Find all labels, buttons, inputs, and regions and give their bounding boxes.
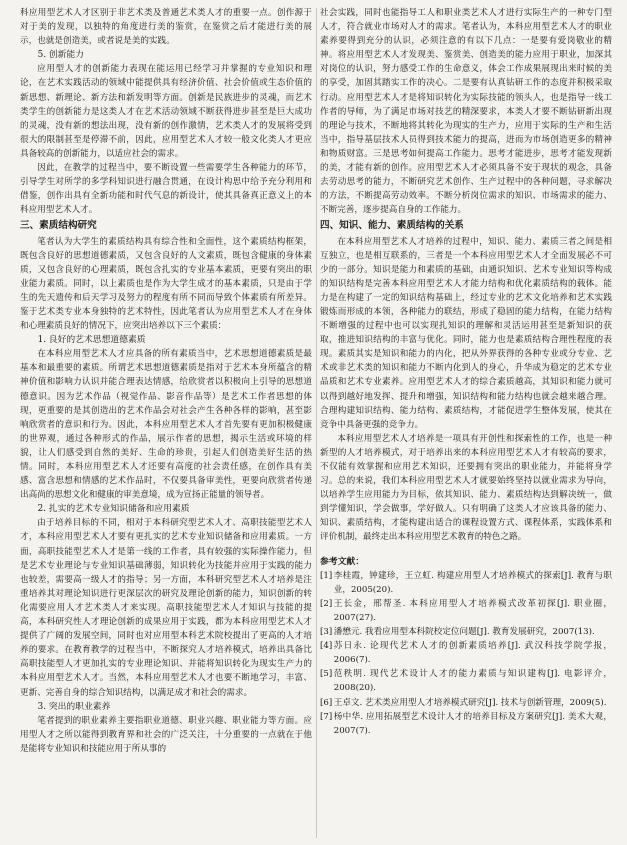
subsection-heading: 5. 创新能力 [37, 50, 84, 61]
reference-item: [7] 杨中华. 应用拓展型艺术设计人才的培养目标及方案研究[J]. 美术大观，2007(7). [320, 711, 612, 736]
paragraph: 在本科应用型艺术人才应具备的所有素质当中，艺术思想道德素质是最基本和最重要的素质。所谓艺术思想道德素质是指对于艺术本身所蕴含的精神价值和影响力认识并能合理表达情感，给欣赏者以积极向上引导的思想道德意识。因为艺术作品（视觉作品、影音作品等）是艺术工作者思想的体现，更重要的是其创造出的艺术作品会对社会产生各种各样的影响，甚至影响欣赏者的意识和行为。因此，本科应用型艺术人才首先要有更加积极健康的世界观，通过各种形式的作品，展示作者的思想，揭示生活或环境的样貌，让人们感受到自然的美好、生命的珍贵，引起人们创造美好生活的热情。同时，本科应用型艺术人才还要有高度的社会责任感，在创作具有美感、富含思想和情感的艺术作品时，不仅要具备审美性，更要向欣赏者传递出高尚的思想文化和健康的审美意境，成为宣扬正能量的领导者。 [20, 349, 312, 501]
paragraph: 由于培养目标的不同，相对于本科研究型艺术人才、高职技能型艺术人才，本科应用型艺术人才要有更扎实的艺术专业知识储备和应用素质。一方面，高职技能型艺术人才是第一线的工作者，具有较强的实际操作能力，但是艺术专业理论与专业知识基础薄弱，知识转化为技能并应用于实践的能力也较差，需要高一级人才的指导；另一方面，本科研究型艺术人才培养是注重培养其对理论知识进行更深层次的研究及理论创新的能力，知识创新的转化需要应用人才艺术类人才来实现。高职技能型艺术人才知识与技能的提高，本科研究性人才理论创新的成果应用于实践，都为本科应用型艺术人才提供了广阔的发展空间，同时也对应用型本科艺术院校提出了更高的人才培养的要求。在教育教学的过程当中，不断探究人才培养模式，培养出具备比高职技能型人才更加扎实的专业理论知识、并能将知识转化为现实生产力的本科应用型艺术人才。当然，本科应用型艺术人才也要不断地学习，丰富、更新、完善自身的综合知识结构，以满足成才和社会的需求。 [20, 518, 312, 698]
subsection-heading: 1. 良好的艺术思想道德素质 [37, 335, 146, 346]
paragraph: 本科应用型艺术人才培养是一项具有开创性和探索性的工作，也是一种新型的人才培养模式，对于培养出来的本科应用型艺术人才有较高的要求，不仅能有效掌握和应用艺术知识，还要拥有突出的职业能力，并能将身学习。总的来说，我们本科应用型艺术人才就要始终坚持以就业需求为导向，以培养学生应用能力为目标，依其知识、能力、素质结构达到解决统一，做到学懂知识，学会做事，学好做人。只有明确了这类人才应该具备的能力、知识、素质结构，才能构建出适合的课程设置方式、课程体系，实践体系和评价机制，最终走出本科应用型艺术教育的特色之路。 [320, 433, 612, 543]
paragraph: 科应用型艺术人才区别于非艺术类及普通艺术类人才的重要一点。创作源于对于美的发现，以独特的角度进行美的鉴赏，在鉴赏之后才能进行美的展示，也就是创造美，或者说是美的实践。 [20, 8, 312, 47]
paragraph: 在本科应用型艺术人才培养的过程中，知识、能力、素质三者之间是相互独立，也是相互联系的，三者是一个本科应用型艺术人才全面发展必不可少的一部分。知识是能力和素质的基础，由通识知识、艺术专业知识等构成的知识结构是完善本科应用型艺术人才能力结构和优化素质结构的载体。能力是在构建了一定的知识结构基础上，经过专业的艺术文化培养和艺术实践锻炼而形成的本领，各种能力的联结，形成了稳固的能力结构，在能力结构不断增强的过程中也可以实现扎知识的理解和灵活运用甚至是新知识的获取，推进知识结构的丰富与优化。同时，能力也是素质结构合理性程度的表现。素质其实是知识和能力的内化，把从外界获得的各种专业或分专业、艺术或非艺术类的知识和能力不断内化到人的身心，升华成为稳定的艺术专业品质和艺术专业素养。应用型艺术人才的综合素质越高，其知识和能力就可以得到越好地发挥、提升和增强，知识结构和能力结构也就会越来越合理。合理构建知识结构、能力结构、素质结构，才能促进学生整体发展，使其在竞争中具备更强的竞争力。 [320, 236, 612, 430]
column-divider [316, 8, 317, 838]
reference-item: [2] 王长金，邢帮圣. 本科应用型人才培养模式改革初探[J]. 职业圈，2007(27). [320, 598, 612, 623]
subsection-heading: 2. 扎实的艺术专业知识储备和应用素质 [37, 504, 190, 515]
reference-item: [3] 潘懋元. 我看应用型本科院校定位问题[J]. 教育发展研究，2007(13). [320, 627, 595, 638]
reference-item: [4] 苏日永. 论现代艺术人才的创新素质培养[J]. 武汉科技学院学报，2006(7). [320, 641, 612, 666]
paragraph: 应用型人才的创新能力表现在能运用已经学习并掌握的专业知识和理论，在艺术实践活动的领域中能提供具有经济价值、社会价值或生态价值的新思想、新理论、新方法和新发明等方面。创新是民族进步的灵魂，而艺术类学生的创新能力是这类人才在艺术活动领域不断获得进步甚至是巨大成功的灵魂，没有新的想法出现，没有新的创作激情，艺术类人才的发展将受到很大的限制甚至是停滞不前，因此，应用型艺术人才较一般文化类人才更应具备较高的创新能力，以适应社会的需求。 [20, 64, 312, 159]
right-column [320, 6, 612, 738]
paragraph: 因此，在教学的过程当中，要不断设置一些需要学生各种能力的环节，引导学生对所学的多学科知识进行融合贯通，在设计构思中给予充分利用和借鉴，创作出具有全新功能和时代气息的新设计，使其具备真正意义上的本科应用型艺术人才。 [20, 163, 312, 216]
subsection-heading: 3. 突出的职业素养 [37, 701, 111, 712]
paragraph: 社会实践，同时也能指导工人和职业类艺术人才进行实际生产的一种专门型人才，符合就业市场对人才的需求。笔者认为，本科应用型艺术人才的职业素养要得到充分的认识，必须注意的有以下几点：一是要有爱岗敬业的精神。将应用型艺术人才发现美、鉴赏美、创造美的能力应用于职业，加深其对岗位的认识，努力感受工作的生命意义，体会工作成果展现出来时候的美的享受，加固其踏实工作的决心。二是要有认真钻研工作的态度并积极采取行动。应用型艺术人才是将知识转化为实际技能的领头人，也是指导一线工作者的导师，为了满足市场对技艺的精深要求，本类人才要不断钻研新出现的理论与技术，不断地将其转化为现实的生产力，应用于实际的生产和生活当中，指导基层技术人员得到技术能力的提高，进而为市场创造更多的精神和物质财富。三是思考如何提高工作能力。思考才能进步，思考才能发现新的美，才能有新的创作。应用型艺术人才必须具备不安于现状的观念，具备去劳动思考的能力，不断研究艺术创作、生产过程中的各种问题，寻求解决的方法，不断提高劳动效率。不断分析岗位需求的知识、市场需求的能力、不断完善，逐步提高自身的工作能力。 [320, 8, 612, 216]
left-column [20, 6, 312, 756]
reference-item: [6] 王卓文. 艺术类应用型人才培养模式研究[J]. 技术与创新管理，2009(5). [320, 697, 607, 708]
section-heading: 三、素质结构研究 [20, 220, 97, 232]
paragraph: 笔者认为大学生的素质结构具有综合性和全面性，这个素质结构框架，既包含良好的思想道德素质，又包含良好的人文素质，既包含健康的身体素质，又包含良好的心理素质，既包含扎实的专业基本素质，更要有突出的职业能力素质。同时，以上素质也是作为大学生成才的基本素质，只是由于学生的先天遗传和后天学习及努力的程度有所不同而导致个体素质有所差异。鉴于艺术类专业本身独特的艺术特性，因此笔者认为应用型艺术人才在身体和心理素质良好的情况下，应突出培养以下三个素质： [20, 236, 312, 332]
reference-item: [5] 范秩明. 现代艺术设计人才的能力素质与知识建构[J]. 电影评介，2008(20). [320, 669, 612, 694]
references-title: 参考文献： [320, 556, 364, 567]
references-list [320, 569, 612, 738]
reference-item: [1] 李桂霞，钟建珍，王立虹. 构建应用型人才培养模式的探索[J]. 教育与职业，2005(20). [320, 570, 612, 595]
section-heading: 四、知识、能力、素质结构的关系 [320, 220, 464, 232]
paragraph: 笔者提到的职业素养主要指职业道德、职业兴趣、职业能力等方面。应用型人才之所以能得到教育界和社会的广泛关注，十分重要的一点就在于他是能将专业知识和技能应用于所从事的 [20, 715, 312, 754]
